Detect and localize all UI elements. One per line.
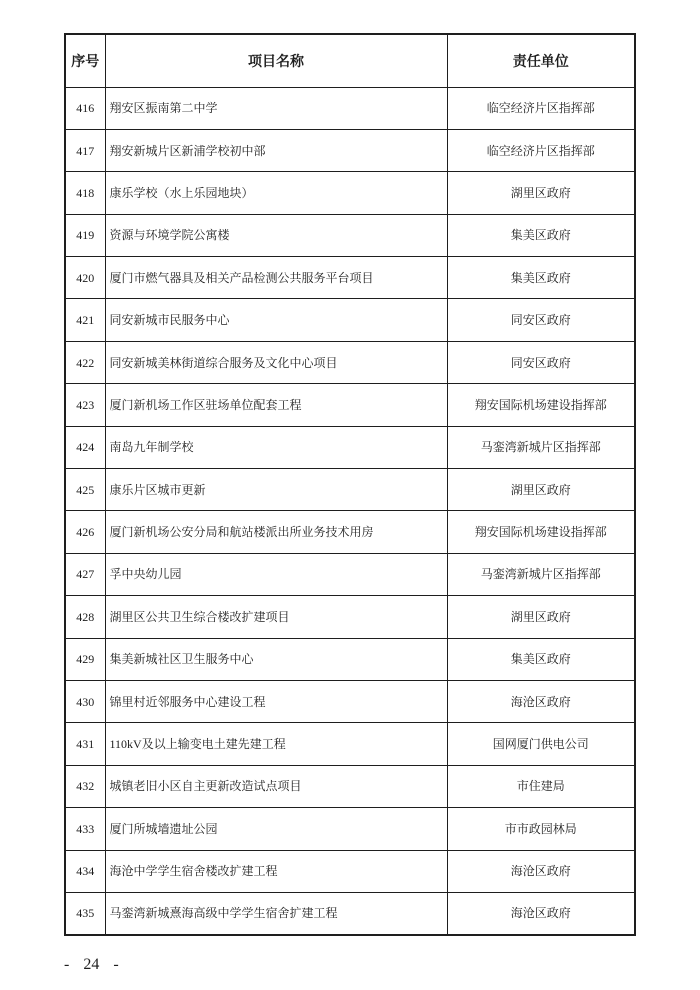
cell-no: 417 xyxy=(65,129,105,171)
cell-responsible-unit: 集美区政府 xyxy=(447,257,635,299)
cell-responsible-unit: 海沧区政府 xyxy=(447,680,635,722)
cell-no: 419 xyxy=(65,214,105,256)
cell-responsible-unit: 同安区政府 xyxy=(447,299,635,341)
project-table xyxy=(64,33,636,936)
cell-responsible-unit: 国网厦门供电公司 xyxy=(447,723,635,765)
cell-no: 431 xyxy=(65,723,105,765)
table-row xyxy=(65,808,635,850)
cell-project-name: 城镇老旧小区自主更新改造试点项目 xyxy=(105,765,447,807)
cell-no: 416 xyxy=(65,87,105,129)
cell-responsible-unit: 翔安国际机场建设指挥部 xyxy=(447,511,635,553)
cell-no: 427 xyxy=(65,553,105,595)
page-number: - 24 - xyxy=(64,956,119,973)
cell-responsible-unit: 湖里区政府 xyxy=(447,172,635,214)
cell-project-name: 厦门所城墙遗址公园 xyxy=(105,808,447,850)
table-row xyxy=(65,850,635,892)
cell-no: 426 xyxy=(65,511,105,553)
cell-no: 434 xyxy=(65,850,105,892)
table-row xyxy=(65,384,635,426)
table-row xyxy=(65,172,635,214)
table-row xyxy=(65,341,635,383)
table-row xyxy=(65,129,635,171)
cell-no: 428 xyxy=(65,596,105,638)
header-project-name: 项目名称 xyxy=(105,34,447,87)
cell-no: 429 xyxy=(65,638,105,680)
cell-responsible-unit: 湖里区政府 xyxy=(447,596,635,638)
table-row xyxy=(65,299,635,341)
cell-project-name: 厦门新机场公安分局和航站楼派出所业务技术用房 xyxy=(105,511,447,553)
cell-responsible-unit: 马銮湾新城片区指挥部 xyxy=(447,553,635,595)
cell-project-name: 翔安新城片区新浦学校初中部 xyxy=(105,129,447,171)
cell-responsible-unit: 海沧区政府 xyxy=(447,850,635,892)
cell-responsible-unit: 集美区政府 xyxy=(447,214,635,256)
cell-project-name: 马銮湾新城熹海高级中学学生宿舍扩建工程 xyxy=(105,892,447,934)
cell-no: 420 xyxy=(65,257,105,299)
cell-responsible-unit: 同安区政府 xyxy=(447,341,635,383)
table-row xyxy=(65,680,635,722)
cell-responsible-unit: 马銮湾新城片区指挥部 xyxy=(447,426,635,468)
cell-no: 423 xyxy=(65,384,105,426)
cell-responsible-unit: 翔安国际机场建设指挥部 xyxy=(447,384,635,426)
cell-no: 418 xyxy=(65,172,105,214)
table-row xyxy=(65,553,635,595)
cell-project-name: 锦里村近邻服务中心建设工程 xyxy=(105,680,447,722)
cell-responsible-unit: 临空经济片区指挥部 xyxy=(447,129,635,171)
table-row xyxy=(65,638,635,680)
cell-responsible-unit: 湖里区政府 xyxy=(447,469,635,511)
table-header-row xyxy=(65,34,635,87)
cell-project-name: 康乐学校（水上乐园地块） xyxy=(105,172,447,214)
cell-responsible-unit: 市市政园林局 xyxy=(447,808,635,850)
cell-no: 430 xyxy=(65,680,105,722)
cell-project-name: 资源与环境学院公寓楼 xyxy=(105,214,447,256)
cell-no: 422 xyxy=(65,341,105,383)
table-row xyxy=(65,596,635,638)
cell-no: 433 xyxy=(65,808,105,850)
cell-responsible-unit: 海沧区政府 xyxy=(447,892,635,934)
cell-project-name: 孚中央幼儿园 xyxy=(105,553,447,595)
table-row xyxy=(65,87,635,129)
table-row xyxy=(65,426,635,468)
cell-no: 425 xyxy=(65,469,105,511)
cell-project-name: 集美新城社区卫生服务中心 xyxy=(105,638,447,680)
cell-responsible-unit: 集美区政府 xyxy=(447,638,635,680)
cell-project-name: 同安新城市民服务中心 xyxy=(105,299,447,341)
cell-no: 421 xyxy=(65,299,105,341)
table-row xyxy=(65,892,635,934)
cell-project-name: 翔安区振南第二中学 xyxy=(105,87,447,129)
cell-project-name: 厦门新机场工作区驻场单位配套工程 xyxy=(105,384,447,426)
header-responsible-unit: 责任单位 xyxy=(447,34,635,87)
table-row xyxy=(65,257,635,299)
cell-project-name: 同安新城美林街道综合服务及文化中心项目 xyxy=(105,341,447,383)
cell-project-name: 海沧中学学生宿舍楼改扩建工程 xyxy=(105,850,447,892)
table-row xyxy=(65,469,635,511)
header-no: 序号 xyxy=(65,34,105,87)
cell-responsible-unit: 临空经济片区指挥部 xyxy=(447,87,635,129)
cell-no: 432 xyxy=(65,765,105,807)
cell-no: 435 xyxy=(65,892,105,934)
table-row xyxy=(65,511,635,553)
table-row xyxy=(65,765,635,807)
cell-project-name: 110kV及以上输变电土建先建工程 xyxy=(105,723,447,765)
table-row xyxy=(65,723,635,765)
cell-project-name: 厦门市燃气器具及相关产品检测公共服务平台项目 xyxy=(105,257,447,299)
cell-project-name: 康乐片区城市更新 xyxy=(105,469,447,511)
table-row xyxy=(65,214,635,256)
cell-responsible-unit: 市住建局 xyxy=(447,765,635,807)
cell-no: 424 xyxy=(65,426,105,468)
cell-project-name: 湖里区公共卫生综合楼改扩建项目 xyxy=(105,596,447,638)
cell-project-name: 南岛九年制学校 xyxy=(105,426,447,468)
